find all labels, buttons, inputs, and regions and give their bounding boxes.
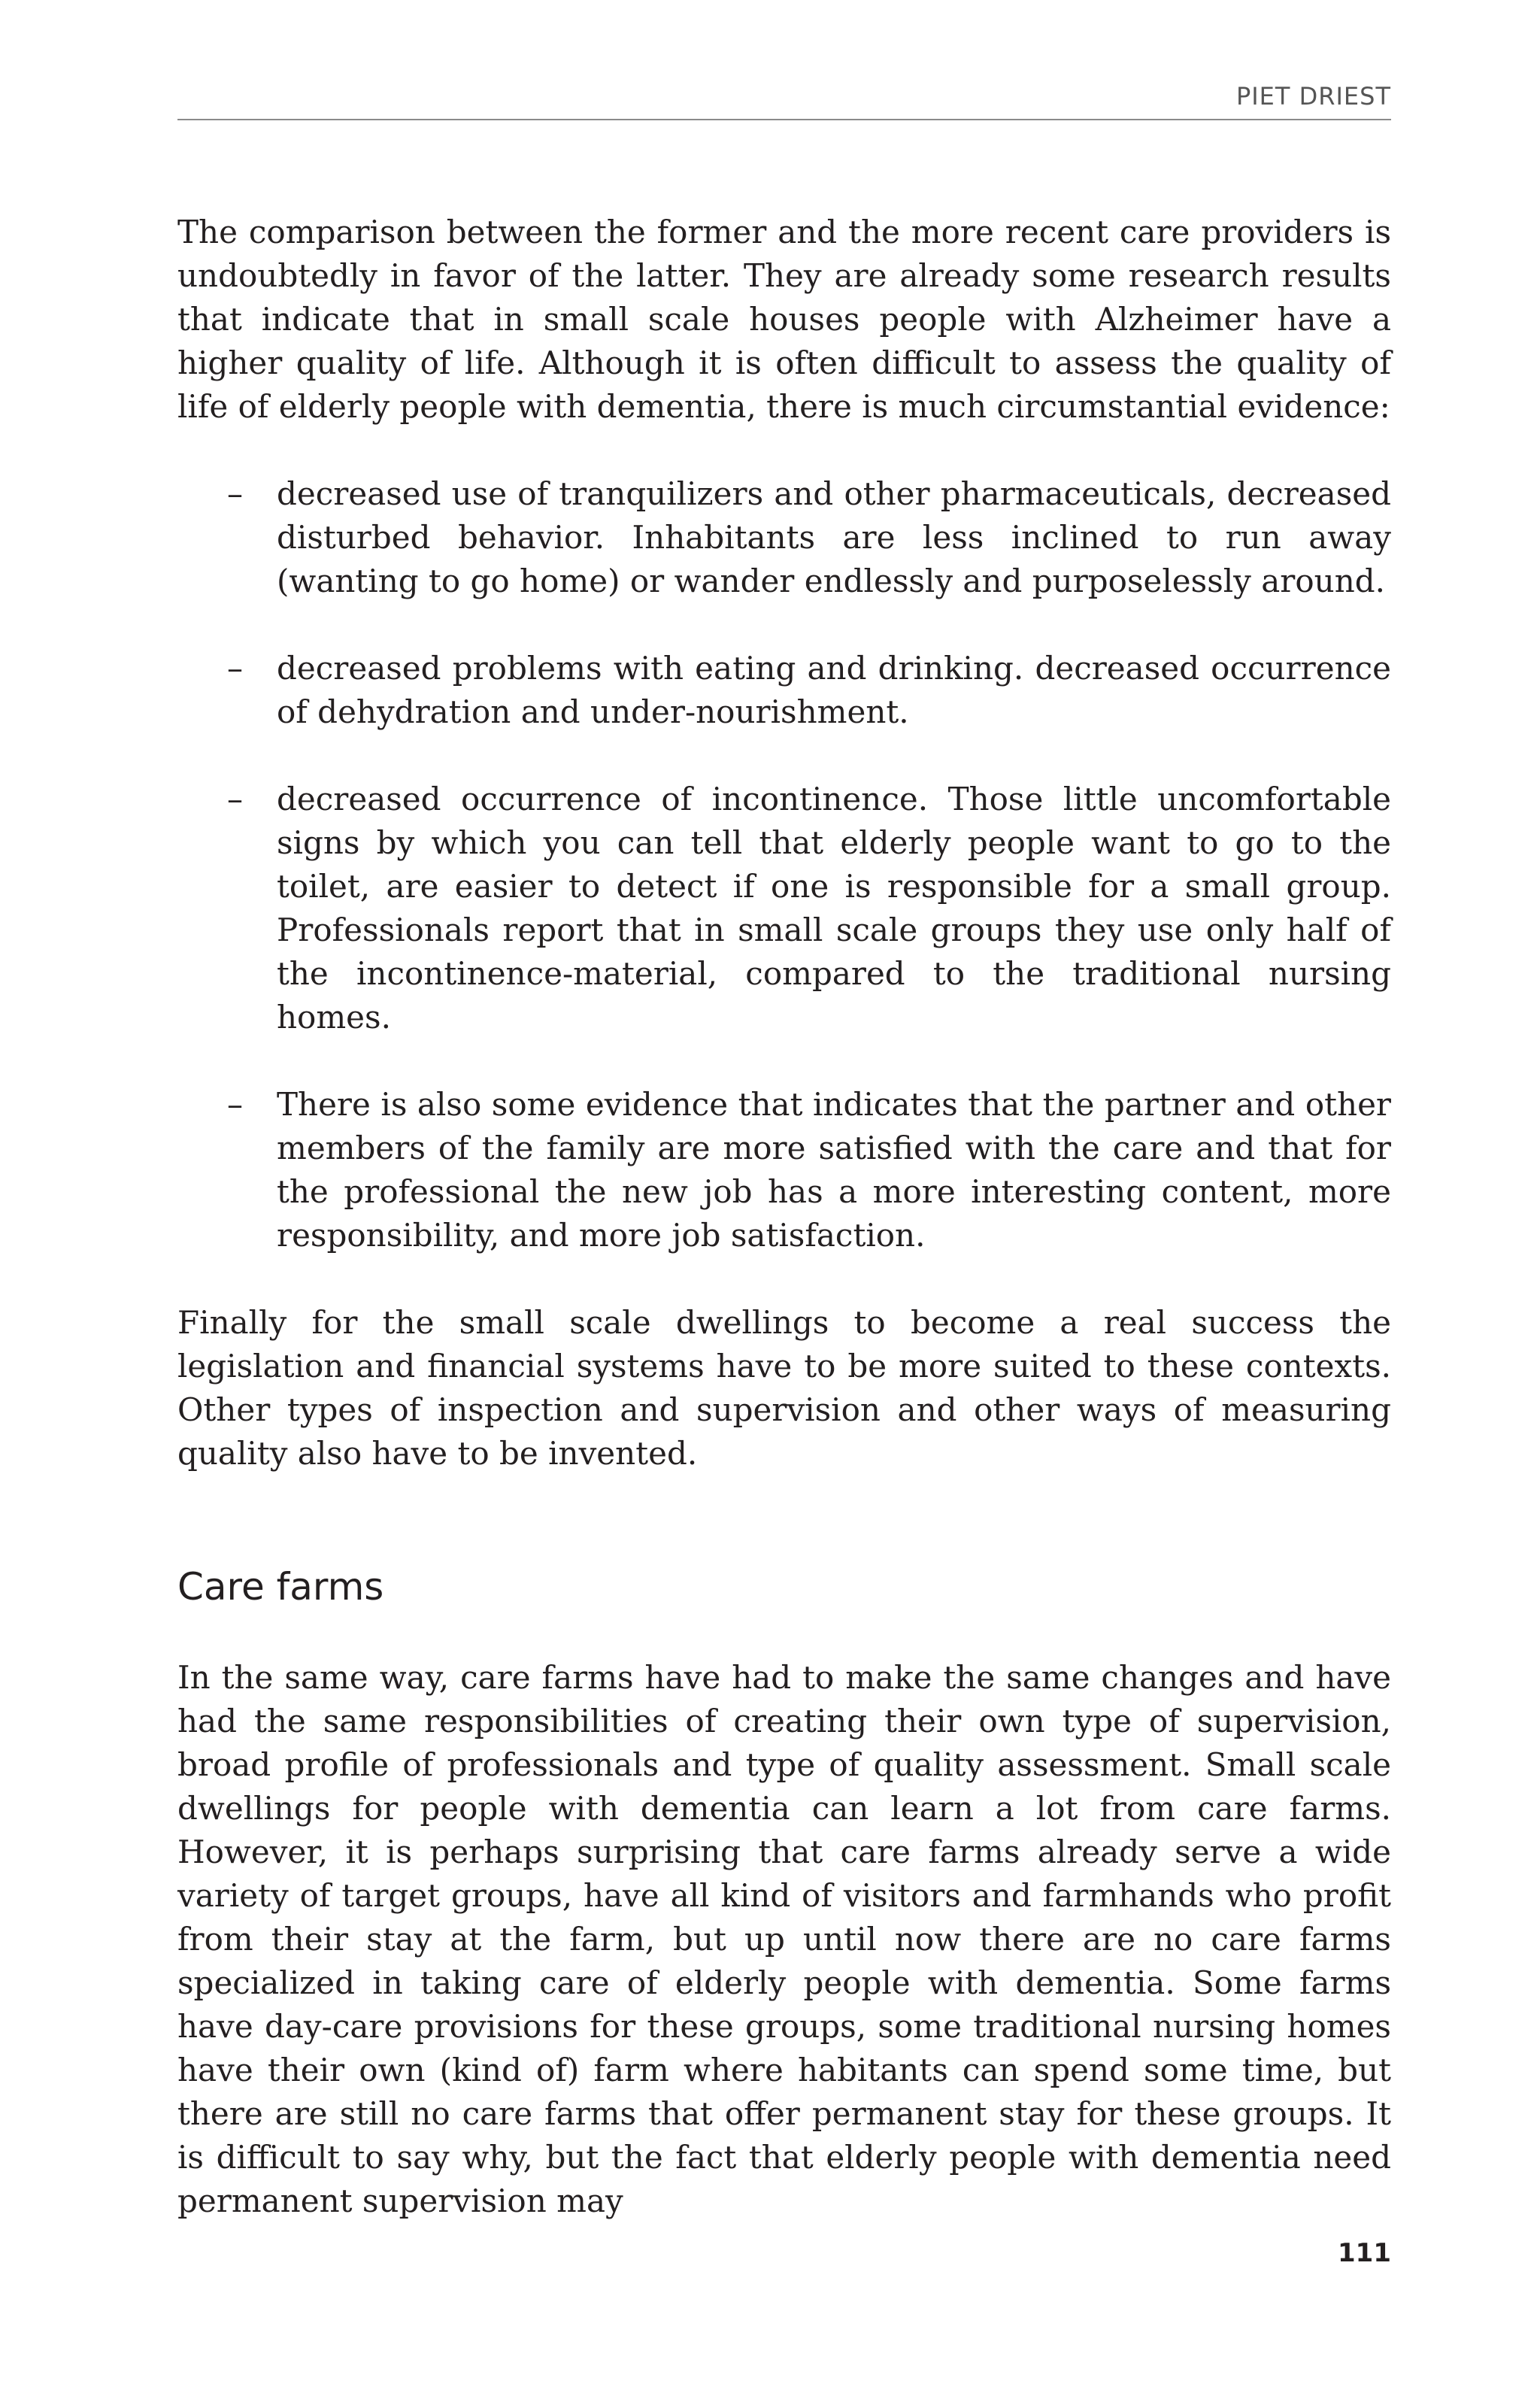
list-item-text: decreased use of tranquilizers and other pharmaceuticals, decreased disturbed behavior. Inhabitants are less inclined to run away (wanting to go home) or wander endlessly and purposelessly around. <box>277 475 1391 599</box>
list-item <box>177 647 1391 734</box>
list-item <box>177 1083 1391 1257</box>
author-name: PIET DRIEST <box>1235 82 1391 111</box>
list-item-text: decreased problems with eating and drinking. decreased occurrence of dehydration and under-nourishment. <box>277 650 1391 730</box>
list-item-text: decreased occurrence of incontinence. Those little uncomfortable signs by which you can tell that elderly people want to go to the toilet, are easier to detect if one is responsible for a small group. Professionals report that in small scale groups they use only half of the incontinence-material, compared to the traditional nursing homes. <box>277 781 1391 1036</box>
bullet-dash: – <box>227 1086 243 1123</box>
bullet-dash: – <box>227 475 243 512</box>
list-item <box>177 472 1391 603</box>
list-item <box>177 778 1391 1039</box>
page-body <box>177 211 1391 2223</box>
bullet-dash: – <box>227 650 243 687</box>
bullet-dash: – <box>227 781 243 817</box>
intro-paragraph: The comparison between the former and the more recent care providers is undoubtedly in favor of the latter. They are already some research results that indicate that in small scale houses people with Alzheimer have a higher quality of life. Although it is often difficult to assess the quality of life of elderly people with dementia, there is much circumstantial evidence: <box>177 214 1391 425</box>
evidence-list <box>177 472 1391 1257</box>
section-paragraph: In the same way, care farms have had to make the same changes and have had the same responsibilities of creating their own type of supervision, broad profile of professionals and type of quality assessment. Small scale dwellings for people with dementia can learn a lot from care farms. However, it is perhaps surprising that care farms already serve a wide variety of target groups, have all kind of visitors and farmhands who profit from their stay at the farm, but up until now there are no care farms specialized in taking care of elderly people with dementia. Some farms have day-care provisions for these groups, some traditional nursing homes have their own (kind of) farm where habitants can spend some time, but there are still no care farms that offer permanent stay for these groups. It is difficult to say why, but the fact that elderly people with dementia need permanent supervision may <box>177 1659 1391 2219</box>
running-header <box>177 81 1391 120</box>
section-heading: Care farms <box>177 1565 384 1609</box>
list-item-text: There is also some evidence that indicates that the partner and other members of the family are more satisfied with the care and that for the professional the new job has a more interesting content, more responsibility, and more job satisfaction. <box>277 1086 1391 1254</box>
page-number: 111 <box>1338 2238 1391 2268</box>
closing-paragraph: Finally for the small scale dwellings to become a real success the legislation and financial systems have to be more suited to these contexts. Other types of inspection and supervision and other ways of measuring quality also have to be invented. <box>177 1304 1391 1472</box>
